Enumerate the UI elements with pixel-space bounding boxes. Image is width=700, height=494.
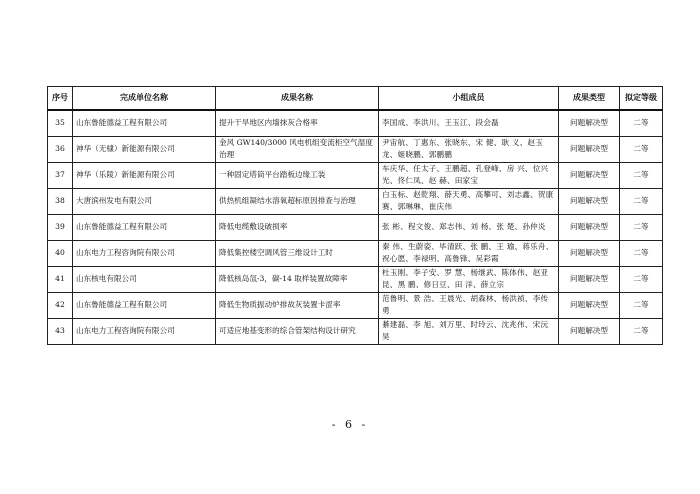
cell-grade: 二等 [620,240,663,266]
cell-members: 李国成、李洪川、王玉江、段会磊 [379,110,559,136]
cell-index: 37 [48,162,73,188]
cell-members: 范鲁明、景 浩、王晨光、胡森林、杨洪祯、李传勇 [379,292,559,318]
cell-type: 问题解决型 [559,318,620,344]
table-body [48,110,663,344]
cell-index: 43 [48,318,73,344]
cell-grade: 二等 [620,110,663,136]
table-row [48,318,663,344]
cell-type: 问题解决型 [559,292,620,318]
cell-title: 降低电缆敷设破损率 [216,214,379,240]
table-row [48,266,663,292]
cell-members: 车庆华、任太子、王鹏超、孔登峰、房 兴、位兴光、佟仁凤、赵 赫、田家宝 [379,162,559,188]
cell-title: 一种固定塔筒平台踏板边缘工装 [216,162,379,188]
cell-grade: 二等 [620,188,663,214]
cell-unit: 神华（无棣）新能源有限公司 [73,136,216,162]
header-title: 成果名称 [216,87,379,111]
cell-title: 供热机组凝结水溶氧超标原因排查与治理 [216,188,379,214]
cell-members: 白玉标、赵乾翔、薛天勇、高攀可、刘志鑫、贺康赛、郭琳琳、崔庆伟 [379,188,559,214]
cell-type: 问题解决型 [559,188,620,214]
cell-title: 可适应地基变形的综合管架结构设计研究 [216,318,379,344]
cell-unit: 山东电力工程咨询院有限公司 [73,318,216,344]
header-grade: 拟定等级 [620,87,663,111]
awards-table [47,86,663,345]
cell-type: 问题解决型 [559,162,620,188]
page-number: - 6 - [331,418,369,431]
cell-title: 降低集控楼空调风管三维设计工时 [216,240,379,266]
cell-type: 问题解决型 [559,110,620,136]
header-unit: 完成单位名称 [73,87,216,111]
cell-unit: 神华（乐陵）新能源有限公司 [73,162,216,188]
cell-members: 綦建磊、李 旭、刘万里、时玲云、沈兆伟、宋沅昊 [379,318,559,344]
cell-unit: 山东鲁能德益工程有限公司 [73,292,216,318]
cell-type: 问题解决型 [559,266,620,292]
table-row [48,240,663,266]
cell-index: 42 [48,292,73,318]
cell-unit: 山东电力工程咨询院有限公司 [73,240,216,266]
table-row [48,214,663,240]
cell-grade: 二等 [620,162,663,188]
table-row [48,110,663,136]
cell-type: 问题解决型 [559,136,620,162]
header-type: 成果类型 [559,87,620,111]
cell-unit: 山东鲁能德益工程有限公司 [73,214,216,240]
cell-index: 36 [48,136,73,162]
cell-members: 张 彬、程文俊、郑志伟、刘 杨、张 楚、孙仲炎 [379,214,559,240]
cell-index: 35 [48,110,73,136]
cell-index: 38 [48,188,73,214]
cell-title: 降低核岛氙-3，碳-14 取样装置故障率 [216,266,379,292]
cell-members: 秦 伟、生蔚姿、毕清跃、张 鹏、王 瑜、蒋乐舟、祝心愿、李禄明、高鲁锋、吴彩霞 [379,240,559,266]
table-row [48,136,663,162]
cell-grade: 二等 [620,318,663,344]
cell-grade: 二等 [620,266,663,292]
header-members: 小组成员 [379,87,559,111]
cell-grade: 二等 [620,292,663,318]
cell-unit: 山东核电有限公司 [73,266,216,292]
cell-index: 41 [48,266,73,292]
cell-title: 降低生物质振动炉排故灰装置卡涩率 [216,292,379,318]
header-index: 序号 [48,87,73,111]
cell-title: 金风 GW140/3000 风电机组变流柜空气湿度治理 [216,136,379,162]
table-row [48,162,663,188]
header-row [48,87,663,111]
cell-type: 问题解决型 [559,240,620,266]
cell-index: 39 [48,214,73,240]
cell-unit: 山东鲁能德益工程有限公司 [73,110,216,136]
cell-members: 杜玉刚、李子安、罗 慧、杨继武、陈体伟、赵亚昆、黑 鹏、修日豆、田 洋、薛立宗 [379,266,559,292]
cell-unit: 大唐滨州发电有限公司 [73,188,216,214]
table-row [48,292,663,318]
cell-type: 问题解决型 [559,214,620,240]
table-row [48,188,663,214]
cell-members: 尹宙航、丁惠东、张晓东、宋 健、耿 义、赵玉龙、姬晓鹏、郭鹏鹏 [379,136,559,162]
cell-index: 40 [48,240,73,266]
cell-grade: 二等 [620,214,663,240]
cell-title: 提升干旱地区内墙抹灰合格率 [216,110,379,136]
cell-grade: 二等 [620,136,663,162]
